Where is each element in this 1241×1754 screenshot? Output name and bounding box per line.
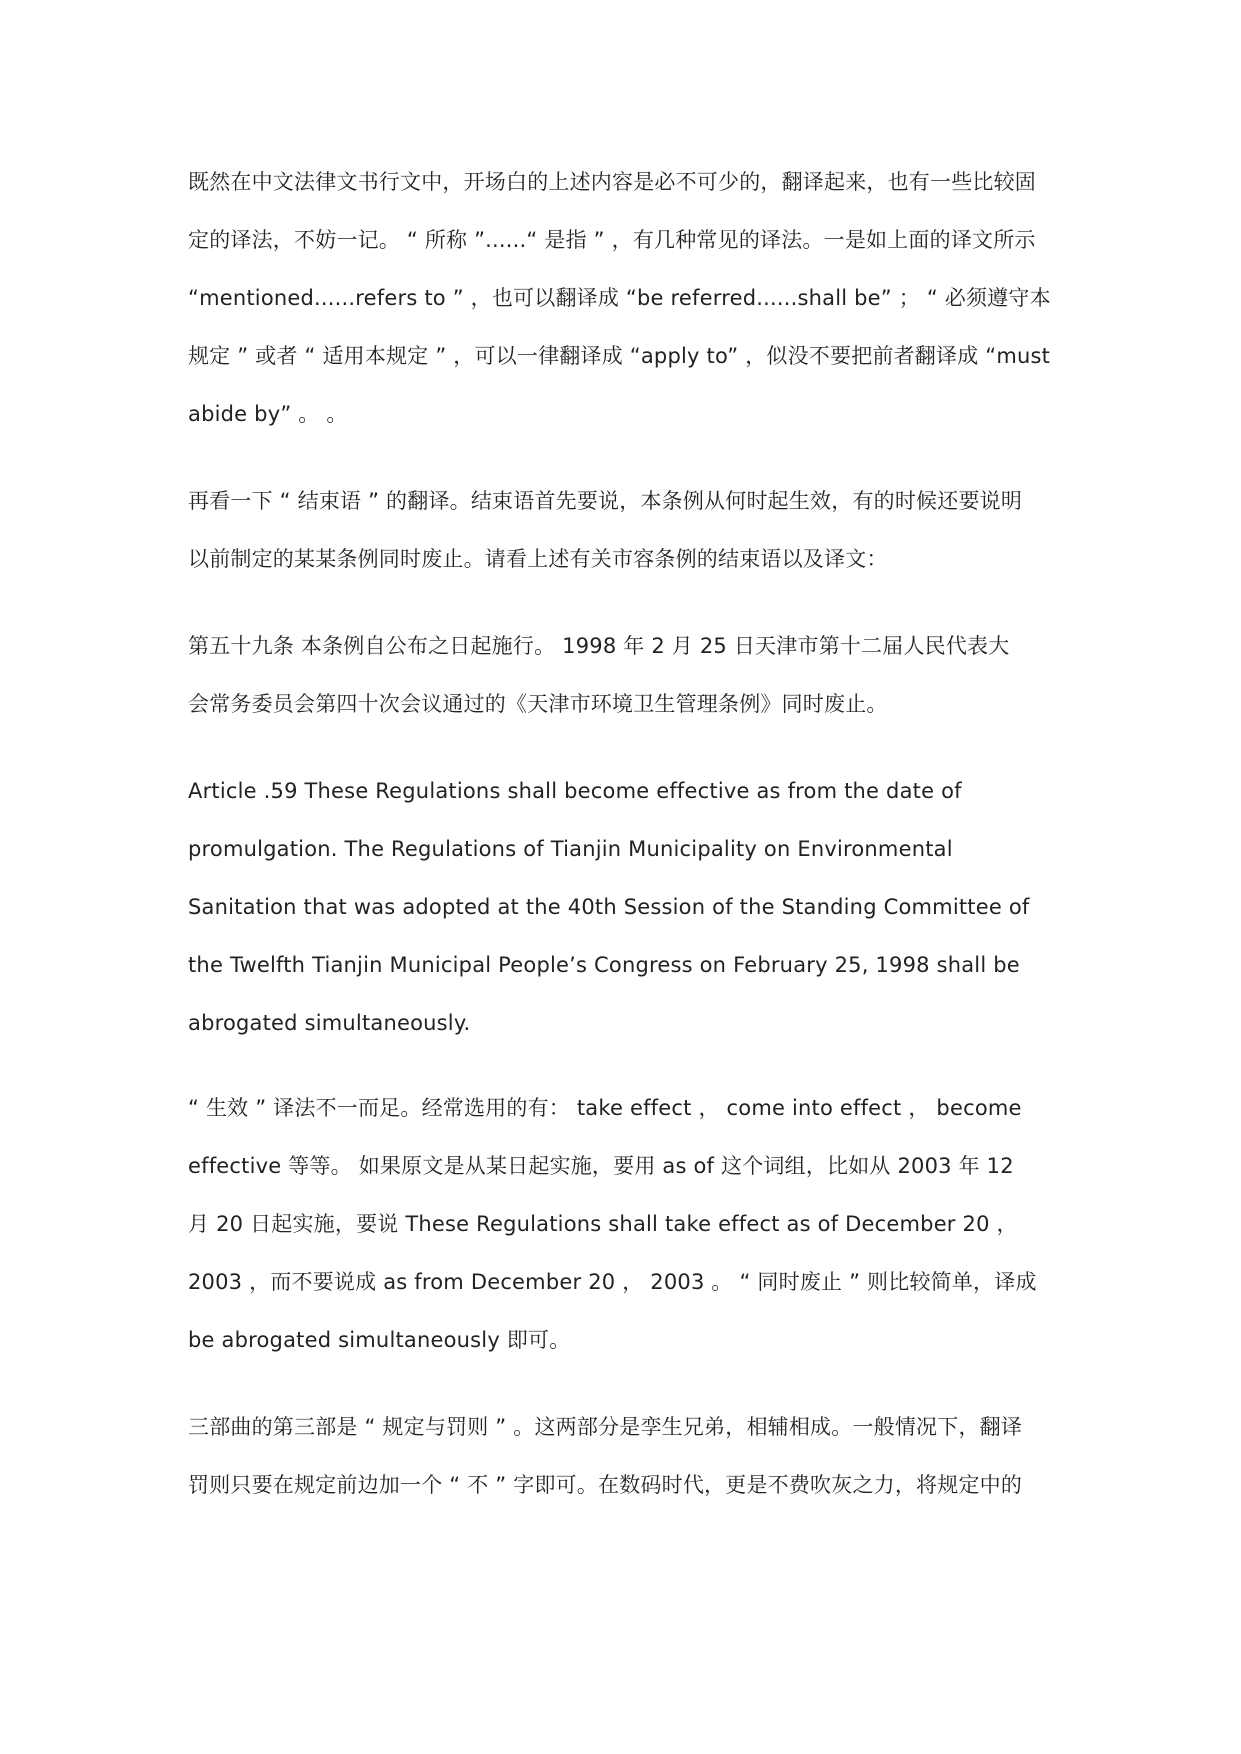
text-line: Article .59 These Regulations shall become effective as from the date of	[188, 779, 962, 803]
text-line: abide by” 。 。	[188, 402, 348, 426]
text-line: 再看一下 “ 结束语 ” 的翻译。结束语首先要说，本条例从何时起生效，有的时候还要说明	[188, 489, 1023, 513]
text-line: promulgation. The Regulations of Tianjin Municipality on Environmental	[188, 837, 953, 861]
text-line: 2003 ，而不要说成 as from December 20 ， 2003 。 “ 同时废止 ” 则比较简单，译成	[188, 1270, 1037, 1294]
text-line: abrogated simultaneously.	[188, 1011, 471, 1035]
text-line: 月 20 日起实施，要说 These Regulations shall take effect as of December 20 ，	[188, 1212, 1018, 1236]
paragraph-spacer	[188, 1369, 1128, 1398]
paragraph-rules-and-penalties	[188, 1398, 1128, 1514]
paragraph-closing-clause	[188, 472, 1128, 588]
document-body	[188, 153, 1128, 1514]
text-line: Sanitation that was adopted at the 40th Session of the Standing Committee of	[188, 895, 1030, 919]
text-line: be abrogated simultaneously 即可。	[188, 1328, 571, 1352]
text-line: “mentioned......refers to ” ，也可以翻译成 “be referred......shall be” ； “ 必须遵守本	[188, 286, 1051, 310]
paragraph-article-59-english	[188, 762, 1128, 1052]
text-line: 第五十九条 本条例自公布之日起施行。 1998 年 2 月 25 日天津市第十二届人民代表大	[188, 634, 1010, 658]
paragraph-spacer	[188, 733, 1128, 762]
text-line: the Twelfth Tianjin Municipal People’s Congress on February 25, 1998 shall be	[188, 953, 1020, 977]
paragraph-opening-translation	[188, 153, 1128, 443]
text-line: 会常务委员会第四十次会议通过的《天津市环境卫生管理条例》同时废止。	[188, 692, 888, 716]
text-line: effective 等等。 如果原文是从某日起实施，要用 as of 这个词组，比如从 2003 年 12	[188, 1154, 1014, 1178]
text-line: 三部曲的第三部是 “ 规定与罚则 ” 。这两部分是孪生兄弟，相辅相成。一般情况下，翻译	[188, 1415, 1023, 1439]
text-line: 以前制定的某某条例同时废止。请看上述有关市容条例的结束语以及译文：	[188, 547, 888, 571]
text-line: 规定 ” 或者 “ 适用本规定 ” ，可以一律翻译成 “apply to” ，似没不要把前者翻译成 “must	[188, 344, 1051, 368]
paragraph-spacer	[188, 1052, 1128, 1079]
text-line: 既然在中文法律文书行文中，开场白的上述内容是必不可少的，翻译起来，也有一些比较固	[188, 170, 1036, 194]
text-line: 罚则只要在规定前边加一个 “ 不 ” 字即可。在数码时代，更是不费吹灰之力，将规定中的	[188, 1473, 1023, 1497]
text-line: 定的译法，不妨一记。 “ 所称 ”......“ 是指 ” ，有几种常见的译法。一是如上面的译文所示	[188, 228, 1036, 252]
paragraph-article-59-chinese	[188, 617, 1128, 733]
paragraph-spacer	[188, 443, 1128, 472]
paragraph-spacer	[188, 588, 1128, 617]
paragraph-take-effect	[188, 1079, 1128, 1369]
text-line: “ 生效 ” 译法不一而足。经常选用的有： take effect ， come into effect ， become	[188, 1096, 1022, 1120]
